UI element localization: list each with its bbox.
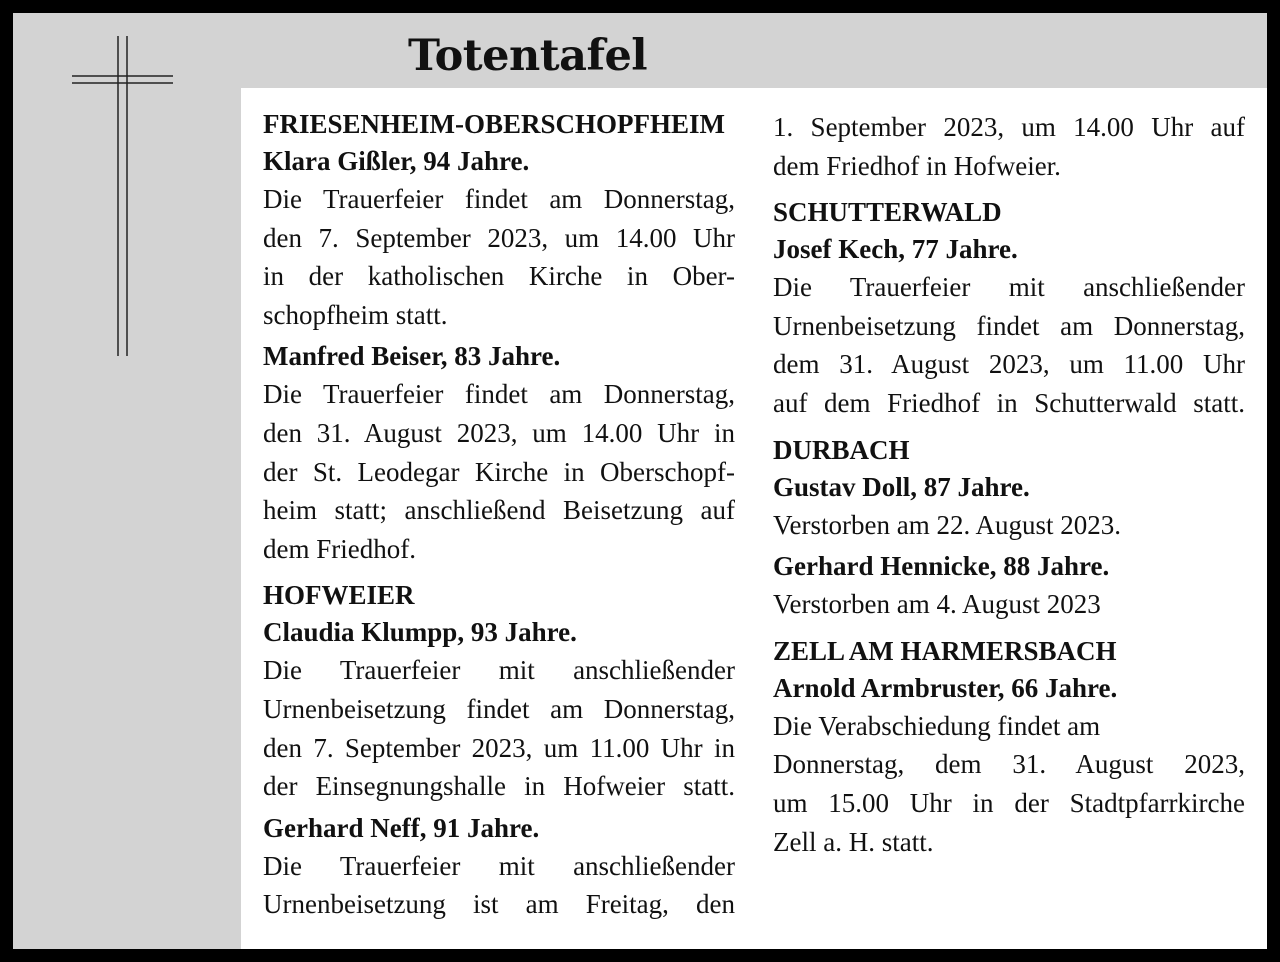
deceased-name: Claudia Klumpp, 93 Jahre.	[263, 617, 577, 648]
text-line: auf dem Friedhof in Schutterwald statt.	[773, 387, 1245, 418]
text-line: den 31. August 2023, um 14.00 Uhr in	[263, 417, 735, 448]
text-line: den 7. September 2023, um 11.00 Uhr in	[263, 732, 735, 763]
notice-text	[773, 707, 1245, 861]
text-line: Verstorben am 22. August 2023.	[773, 509, 1121, 540]
obituary-panel	[241, 88, 1267, 949]
text-line: dem Friedhof in Hofweier.	[773, 150, 1061, 181]
place-heading: DURBACH	[773, 434, 910, 465]
deceased-name: Klara Gißler, 94 Jahre.	[263, 146, 530, 176]
text-line: Donnerstag, dem 31. August 2023,	[773, 749, 1245, 780]
text-line: Die Trauerfeier findet am Donnerstag,	[263, 184, 735, 214]
text-line: dem Friedhof.	[263, 533, 416, 564]
place-heading: SCHUTTERWALD	[773, 197, 1002, 228]
text-line: Urnenbeisetzung ist am Freitag, den	[263, 889, 735, 920]
deceased-name: Gerhard Neff, 91 Jahre.	[263, 812, 540, 843]
text-line: Verstorben am 4. August 2023	[773, 589, 1101, 620]
notice-text	[773, 506, 1245, 545]
deceased-name: Manfred Beiser, 83 Jahre.	[263, 341, 561, 372]
deceased-name: Arnold Armbruster, 66 Jahre.	[773, 672, 1118, 703]
text-line: 1. September 2023, um 14.00 Uhr auf	[773, 112, 1245, 142]
deceased-name: Josef Kech, 77 Jahre.	[773, 234, 1018, 265]
text-line: der Einsegnungshalle in Hofweier statt.	[263, 771, 735, 802]
notice-text	[263, 180, 735, 334]
text-line: in der katholischen Kirche in Ober-	[263, 261, 735, 292]
place-heading: HOFWEIER	[263, 580, 415, 611]
notice-text	[263, 847, 735, 924]
right-column	[773, 108, 1245, 861]
deceased-name: Gerhard Hennicke, 88 Jahre.	[773, 551, 1110, 582]
cross-icon	[13, 13, 213, 373]
notice-text	[263, 375, 735, 568]
text-line: um 15.00 Uhr in der Stadtpfarrkirche	[773, 787, 1245, 818]
text-line: Zell a. H. statt.	[773, 826, 934, 857]
text-line: den 7. September 2023, um 14.00 Uhr	[263, 222, 735, 253]
text-line: schopfheim statt.	[263, 299, 448, 330]
text-line: Die Trauerfeier findet am Donnerstag,	[263, 379, 735, 410]
notice-text	[263, 651, 735, 805]
text-line: Urnenbeisetzung findet am Donnerstag,	[263, 693, 735, 724]
notice-text	[773, 268, 1245, 422]
deceased-name: Gustav Doll, 87 Jahre.	[773, 471, 1030, 502]
text-line: der St. Leodegar Kirche in Oberschopf-	[263, 456, 735, 487]
text-line: Die Trauerfeier mit anschließender	[263, 850, 735, 881]
place-heading: FRIESENHEIM-OBERSCHOPFHEIM	[263, 109, 726, 139]
notice-text	[773, 585, 1245, 624]
text-line: Die Trauerfeier mit anschließender	[263, 655, 735, 686]
page-title: Totentafel	[408, 31, 648, 81]
place-heading: ZELL AM HARMERSBACH	[773, 635, 1117, 666]
text-line: Urnenbeisetzung findet am Donnerstag,	[773, 310, 1245, 341]
notice-text	[773, 108, 1245, 185]
text-line: dem 31. August 2023, um 11.00 Uhr	[773, 349, 1245, 380]
text-line: Die Verabschiedung findet am	[773, 710, 1101, 741]
obituary-frame	[13, 13, 1267, 949]
text-line: heim statt; anschließend Beisetzung auf	[263, 495, 735, 526]
left-column	[263, 108, 735, 924]
text-line: Die Trauerfeier mit anschließender	[773, 272, 1245, 303]
